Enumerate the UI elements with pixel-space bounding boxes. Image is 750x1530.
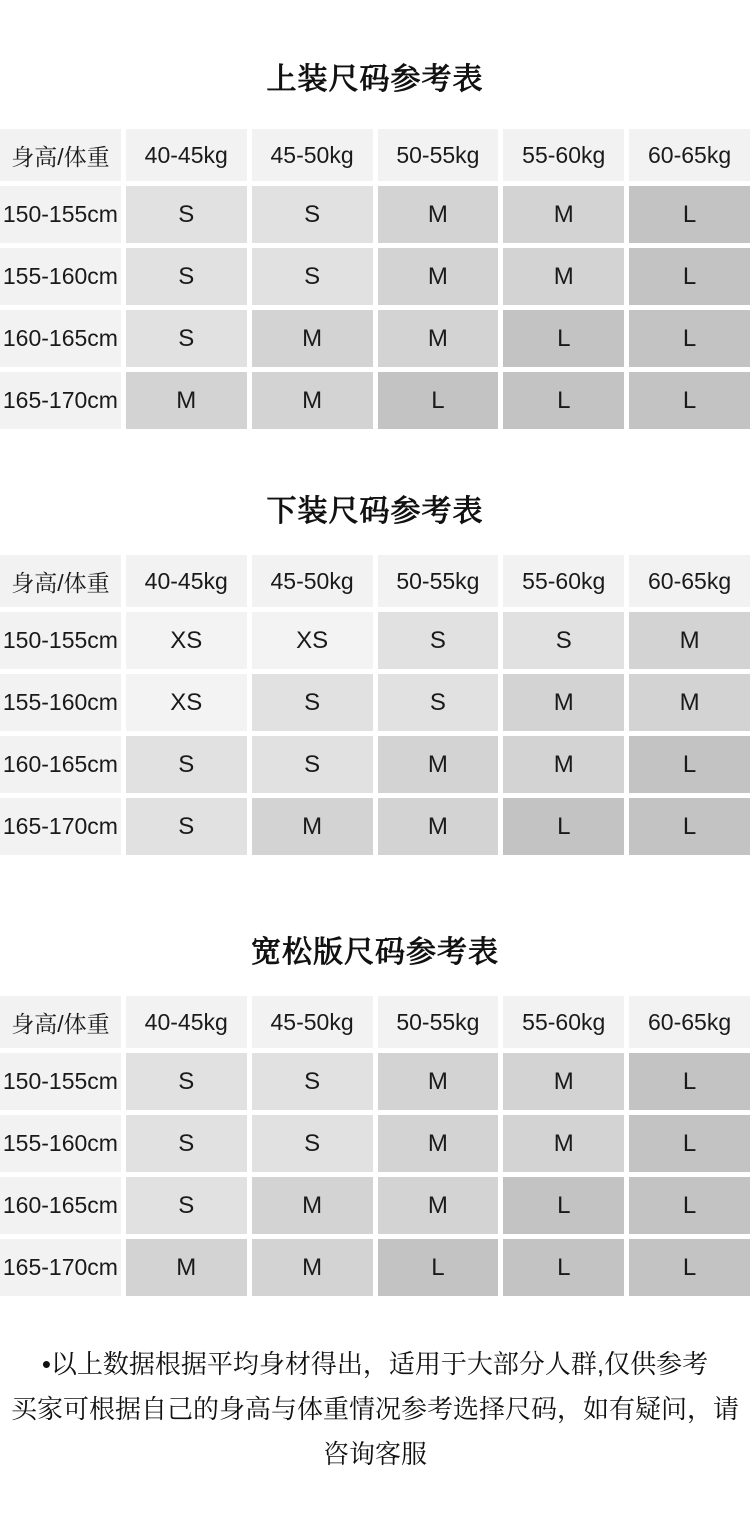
size-cell: M bbox=[378, 798, 499, 855]
size-cell: S bbox=[503, 612, 624, 669]
size-cell: L bbox=[629, 1115, 750, 1172]
height-label-cell: 150-155cm bbox=[0, 186, 121, 243]
corner-cell: 身高/体重 bbox=[0, 996, 121, 1048]
height-label-cell: 160-165cm bbox=[0, 1177, 121, 1234]
section-bottoms-size-chart bbox=[0, 495, 750, 855]
size-cell: L bbox=[629, 798, 750, 855]
size-cell: L bbox=[503, 1177, 624, 1234]
size-cell: M bbox=[378, 186, 499, 243]
size-cell: M bbox=[126, 372, 247, 429]
size-cell: S bbox=[252, 186, 373, 243]
size-guide-page bbox=[0, 63, 750, 1477]
size-cell: L bbox=[503, 310, 624, 367]
size-cell: L bbox=[629, 372, 750, 429]
weight-header-cell: 40-45kg bbox=[126, 555, 247, 607]
size-cell: S bbox=[252, 674, 373, 731]
size-cell: XS bbox=[126, 674, 247, 731]
weight-header-cell: 40-45kg bbox=[126, 996, 247, 1048]
height-label-cell: 155-160cm bbox=[0, 1115, 121, 1172]
section-tops-size-chart bbox=[0, 63, 750, 429]
size-cell: M bbox=[378, 310, 499, 367]
table-title: 下装尺码参考表 bbox=[266, 495, 484, 528]
size-cell: M bbox=[503, 1053, 624, 1110]
size-cell: L bbox=[629, 248, 750, 305]
weight-header-cell: 50-55kg bbox=[378, 129, 499, 181]
size-cell: M bbox=[503, 248, 624, 305]
size-cell: S bbox=[126, 736, 247, 793]
size-cell: S bbox=[126, 248, 247, 305]
size-cell: L bbox=[629, 1177, 750, 1234]
size-cell: L bbox=[378, 372, 499, 429]
size-table-loose-fit bbox=[0, 996, 750, 1296]
height-label-cell: 165-170cm bbox=[0, 1239, 121, 1296]
size-cell: M bbox=[252, 798, 373, 855]
weight-header-cell: 55-60kg bbox=[503, 129, 624, 181]
size-cell: S bbox=[378, 612, 499, 669]
size-cell: M bbox=[252, 1239, 373, 1296]
size-cell: M bbox=[378, 1177, 499, 1234]
size-cell: L bbox=[629, 1053, 750, 1110]
size-cell: S bbox=[126, 186, 247, 243]
weight-header-cell: 55-60kg bbox=[503, 555, 624, 607]
weight-header-cell: 50-55kg bbox=[378, 555, 499, 607]
size-cell: S bbox=[252, 248, 373, 305]
weight-header-cell: 45-50kg bbox=[252, 129, 373, 181]
size-cell: M bbox=[503, 674, 624, 731]
weight-header-cell: 50-55kg bbox=[378, 996, 499, 1048]
size-cell: L bbox=[378, 1239, 499, 1296]
section-loose-fit-size-chart bbox=[0, 936, 750, 1296]
size-table-bottoms bbox=[0, 555, 750, 855]
size-cell: M bbox=[378, 1115, 499, 1172]
size-cell: M bbox=[503, 1115, 624, 1172]
size-cell: L bbox=[503, 372, 624, 429]
footer-note bbox=[0, 1342, 750, 1477]
weight-header-cell: 60-65kg bbox=[629, 996, 750, 1048]
size-cell: M bbox=[378, 248, 499, 305]
weight-header-cell: 45-50kg bbox=[252, 555, 373, 607]
size-cell: S bbox=[252, 736, 373, 793]
size-cell: L bbox=[629, 1239, 750, 1296]
size-cell: XS bbox=[126, 612, 247, 669]
height-label-cell: 155-160cm bbox=[0, 674, 121, 731]
height-label-cell: 160-165cm bbox=[0, 310, 121, 367]
size-cell: M bbox=[252, 372, 373, 429]
weight-header-cell: 40-45kg bbox=[126, 129, 247, 181]
height-label-cell: 150-155cm bbox=[0, 1053, 121, 1110]
size-cell: M bbox=[629, 674, 750, 731]
size-cell: M bbox=[503, 186, 624, 243]
size-table-tops bbox=[0, 129, 750, 429]
size-cell: M bbox=[126, 1239, 247, 1296]
size-cell: S bbox=[126, 798, 247, 855]
size-cell: L bbox=[629, 736, 750, 793]
corner-cell: 身高/体重 bbox=[0, 129, 121, 181]
size-cell: M bbox=[503, 736, 624, 793]
size-cell: M bbox=[378, 1053, 499, 1110]
size-cell: XS bbox=[252, 612, 373, 669]
size-cell: L bbox=[503, 798, 624, 855]
footer-note-line1: •以上数据根据平均身材得出，适用于大部分人群,仅供参考 bbox=[41, 1349, 709, 1379]
table-title: 上装尺码参考表 bbox=[266, 63, 484, 96]
size-cell: S bbox=[378, 674, 499, 731]
weight-header-cell: 60-65kg bbox=[629, 129, 750, 181]
size-cell: S bbox=[252, 1053, 373, 1110]
size-cell: M bbox=[252, 310, 373, 367]
height-label-cell: 160-165cm bbox=[0, 736, 121, 793]
height-label-cell: 165-170cm bbox=[0, 372, 121, 429]
size-cell: S bbox=[126, 1053, 247, 1110]
height-label-cell: 150-155cm bbox=[0, 612, 121, 669]
size-cell: S bbox=[126, 310, 247, 367]
height-label-cell: 165-170cm bbox=[0, 798, 121, 855]
size-cell: L bbox=[503, 1239, 624, 1296]
size-cell: L bbox=[629, 310, 750, 367]
footer-note-line2: 买家可根据自己的身高与体重情况参考选择尺码，如有疑问，请咨询客服 bbox=[10, 1394, 739, 1469]
weight-header-cell: 55-60kg bbox=[503, 996, 624, 1048]
size-cell: L bbox=[629, 186, 750, 243]
weight-header-cell: 60-65kg bbox=[629, 555, 750, 607]
size-cell: M bbox=[629, 612, 750, 669]
size-cell: M bbox=[378, 736, 499, 793]
corner-cell: 身高/体重 bbox=[0, 555, 121, 607]
size-cell: S bbox=[126, 1177, 247, 1234]
size-cell: S bbox=[126, 1115, 247, 1172]
weight-header-cell: 45-50kg bbox=[252, 996, 373, 1048]
size-cell: M bbox=[252, 1177, 373, 1234]
height-label-cell: 155-160cm bbox=[0, 248, 121, 305]
size-cell: S bbox=[252, 1115, 373, 1172]
table-title: 宽松版尺码参考表 bbox=[251, 936, 499, 969]
